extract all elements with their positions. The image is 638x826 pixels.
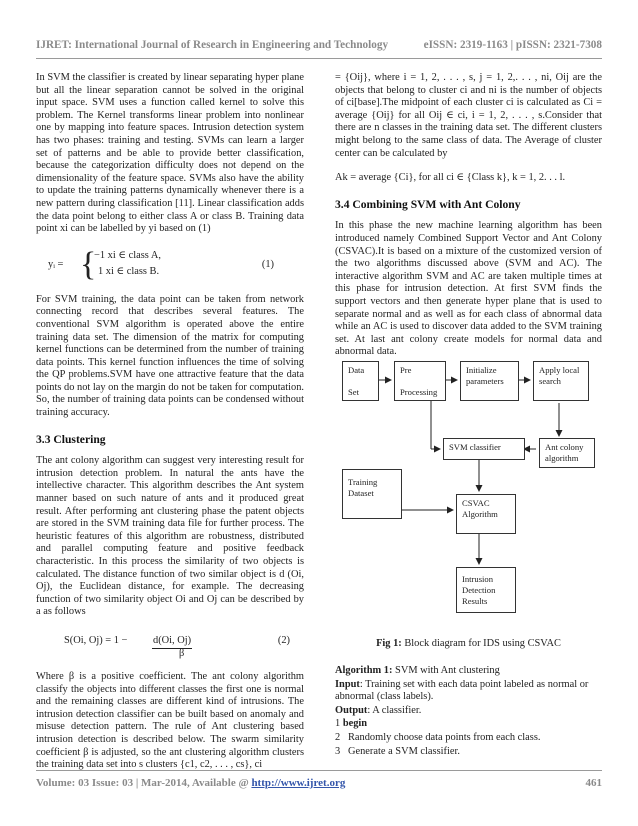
paragraph: For SVM training, the data point can be taken from network connecting record that describes several features. The conventional SVM algorithm is operated above the entire training data set. The dimension of the matrix for computing kernel functions can be determined from the number of training data points. This kernel function influences the time of solving the QP problems.SVM have one attractive feature that the data points do not lay on the margin do not be taken for computation. So, the number of training data points can be condensed without training accuracy. bbox=[36, 293, 304, 419]
page-number: 461 bbox=[585, 777, 602, 789]
footer-volume: Volume: 03 Issue: 03 | Mar-2014, Available @ bbox=[36, 777, 252, 789]
block-initialize-parameters: Initialize parameters bbox=[460, 361, 519, 401]
paragraph: In SVM the classifier is created by linear separating hyper plane but all the linear separation cannot be solved in the original input space. SVM uses a function called kernel to solve this problem. The Kernel transforms linear problem into nonlinear one by mapping into feature spaces. Intrusion detection system has two phases: training and testing. SVMs can learn a larger set of patterns and be able to provide better classification, because the categorization difficulty does not depend on the dimensionality of the feature space. SVMs also have the ability to update the training patterns dynamically whenever there is a new pattern during classification [11]. Linear classification adds the data point belong to either class A or class B. Training data point xi can be labelled by yi based on (1) bbox=[36, 72, 304, 235]
algorithm-input: Input: Training set with each data point labeled as normal or abnormal (class labels). bbox=[335, 678, 589, 703]
equation-2 bbox=[36, 631, 304, 665]
block-data-set: Data Set bbox=[342, 361, 379, 401]
block-svm-classifier: SVM classifier bbox=[443, 438, 525, 460]
footer bbox=[36, 777, 602, 789]
right-column bbox=[335, 72, 602, 371]
eq1-case-1: −1 xi ∈ class A, bbox=[94, 249, 161, 261]
section-heading: 3.4 Combining SVM with Ant Colony bbox=[335, 197, 521, 211]
eq2-number: (2) bbox=[277, 634, 290, 646]
algorithm-title: Algorithm 1: SVM with Ant clustering bbox=[335, 665, 500, 676]
eq2-denominator: β bbox=[179, 647, 185, 659]
section-heading: 3.3 Clustering bbox=[36, 432, 106, 446]
eq1-brace: { bbox=[80, 245, 97, 283]
header-rule bbox=[36, 58, 602, 59]
algorithm-block bbox=[335, 665, 602, 759]
eq1-lhs: yᵢ = bbox=[48, 258, 64, 270]
journal-title: IJRET: International Journal of Research in Engineering and Technology bbox=[36, 39, 389, 51]
block-pre-processing: Pre Processing bbox=[394, 361, 446, 401]
paragraph: In this phase the new machine learning algorithm has been introduced namely Combined Support Vector and Ant Colony (CSVAC).It is based on a mixture of the customized version of the two algorithms discussed above (SVM and AC). The interactive algorithm SVM and AC are taken multiple times at this phase for intrusion detection. At first SVM finds the support vectors and then generate hyper plane that is used to separate normal and as well as for each class of abnormal data while an AC is used to discover data added to the SVM training set. At last ant colony create models for normal data and abnormal data. bbox=[335, 220, 602, 358]
eq2-numerator: d(Oi, Oj) bbox=[152, 635, 192, 649]
left-column bbox=[36, 72, 304, 784]
algorithm-step: 2 Randomly choose data points from each class. bbox=[335, 731, 541, 743]
block-csvac: CSVAC Algorithm bbox=[456, 494, 516, 534]
running-header bbox=[36, 39, 602, 55]
block-apply-local-search: Apply local search bbox=[533, 361, 589, 401]
eq1-number: (1) bbox=[261, 258, 274, 270]
equation-3: Ak = average {Ci}, for all ci ∈ {Class k}, k = 1, 2. . . l. bbox=[335, 172, 566, 184]
figure-caption: Fig 1: Block diagram for IDS using CSVAC bbox=[376, 638, 561, 649]
journal-link[interactable]: http://www.ijret.org bbox=[251, 777, 346, 789]
block-ids-results: Intrusion Detection Results bbox=[456, 567, 516, 613]
equation-1 bbox=[36, 245, 304, 284]
eq1-case-2: 1 xi ∈ class B. bbox=[98, 265, 160, 277]
block-diagram bbox=[334, 358, 604, 628]
paragraph: The ant colony algorithm can suggest very interesting result for intrusion detection problem. In natural the ants have the intellective character. This algorithm describes the Ant system manner based on such nature of ants and it produced great result. After performing ant clustering phase the patent objects are stored in the SVM training data file for further process. The heuristic features of this algorithm are robustness, distributed and parallel computing feature and positive feedback characteristic. In this process the similarity of two objects is calculated. The distance function of two similar object is d (Oi, Oj), the Euclidean distance, for example. The decreasing function of two similarity object Oi and Oj can be described by a as follows bbox=[36, 455, 304, 618]
paragraph: = {Oij}, where i = 1, 2, . . . , s, j = 1, 2,. . . , ni, Oij are the objects that belong to cluster ci and ni is the number of objects of ci[base].The midpoint of each cluster ci is calculated as Ci = average {Oij} for all Oij ∈ ci, i = 1, 2, . . . , s.Consider that there are n classes in the training data set. The different clusters might belong to the same class of data. The Average of cluster center can be calculated by bbox=[335, 72, 602, 159]
eq2-lhs: S(Oi, Oj) = 1 − bbox=[64, 634, 128, 646]
algorithm-output: Output: A classifier. bbox=[335, 704, 422, 716]
algorithm-step: 3 Generate a SVM classifier. bbox=[335, 745, 460, 757]
block-training-dataset: Training Dataset bbox=[342, 469, 402, 519]
issn: eISSN: 2319-1163 | pISSN: 2321-7308 bbox=[423, 39, 602, 51]
footer-rule bbox=[36, 770, 602, 771]
algorithm-step: 1 begin bbox=[335, 718, 368, 730]
block-ant-colony: Ant colony algorithm bbox=[539, 438, 595, 468]
paragraph: Where β is a positive coefficient. The ant colony algorithm classify the objects into different classes the first one is normal and the remaining classes are different kind of intrusions. The intrusion detection classifier can be built based on anomaly and misuse detection pattern. The rule of Ant clustering based intrusion detection is described below. The swarm similarity coefficient β is adjusted, so the ant clustering algorithm clusters the training data set into s clusters {c1, c2, . . . , cs}, ci bbox=[36, 670, 304, 771]
